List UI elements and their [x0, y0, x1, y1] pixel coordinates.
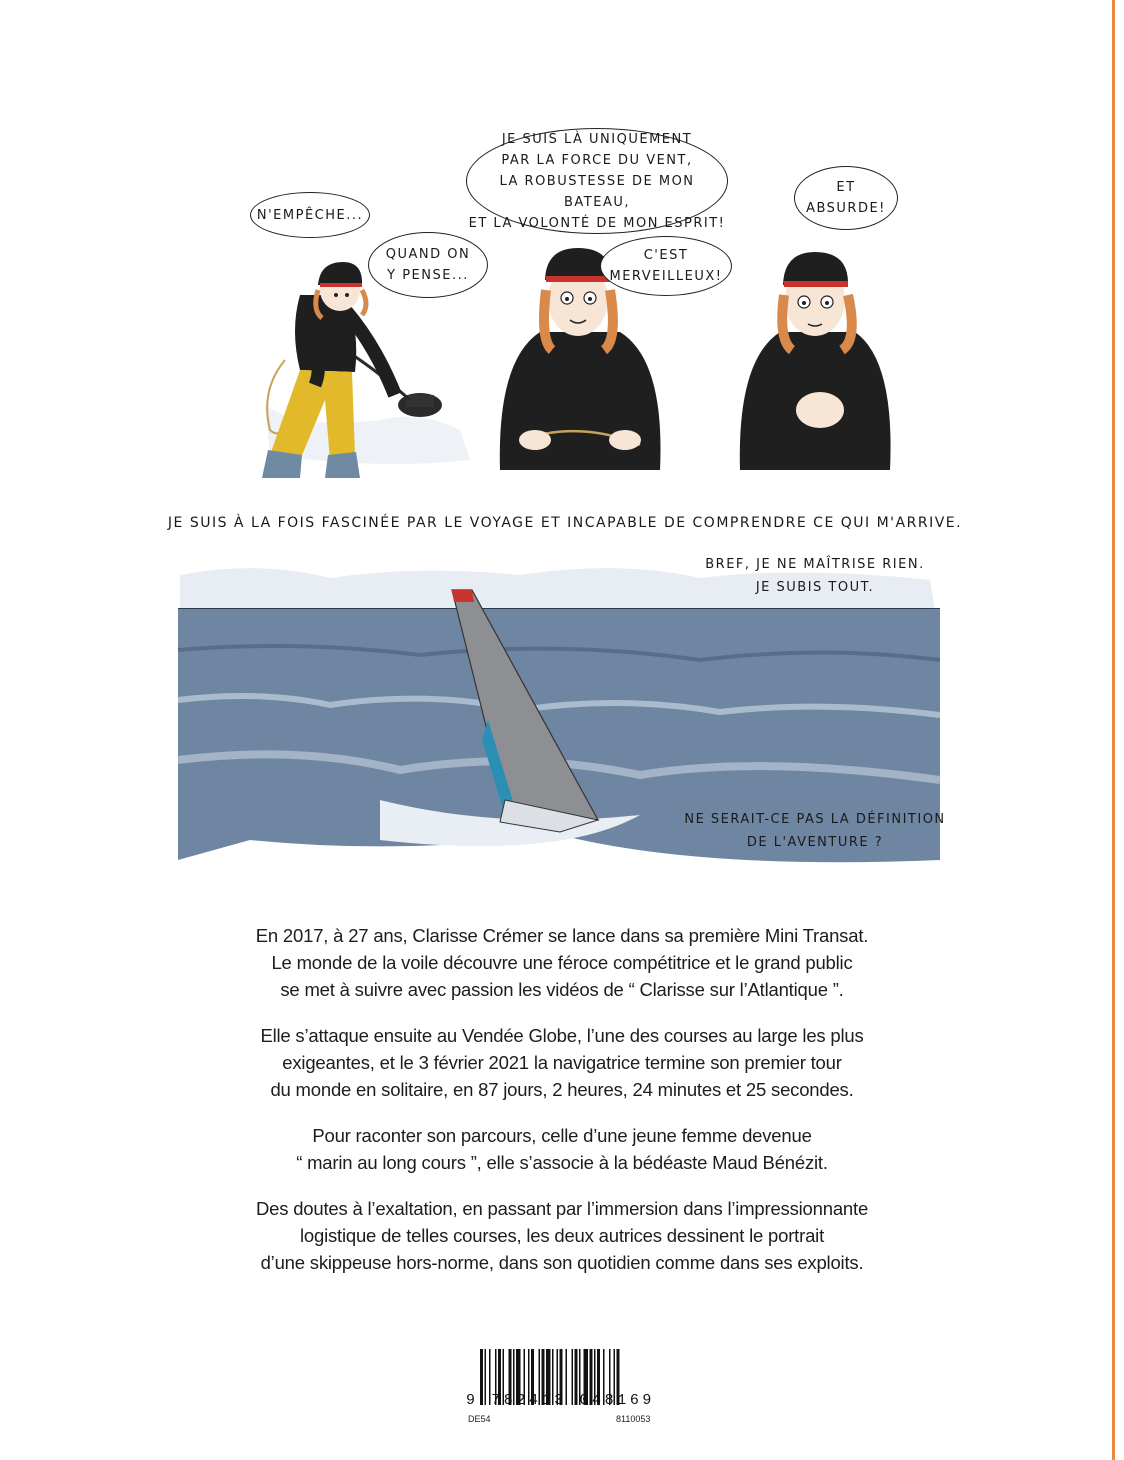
blurb-paragraph: Pour raconter son parcours, celle d’une jeune femme devenue “ marin au long cours ”, elle s’associe à la bédéaste Maud Bénézit. — [296, 1125, 828, 1173]
speech-bubble-absurde: ET ABSURDE! — [794, 166, 898, 230]
isbn-barcode — [466, 1333, 662, 1425]
speech-bubble-nempeche: N'EMPÊCHE... — [250, 192, 370, 238]
blurb-paragraph: En 2017, à 27 ans, Clarisse Crémer se lance dans sa première Mini Transat. Le monde de la voile découvre une féroce compétitrice et le grand public se met à suivre avec passion les vidéos de “ Clarisse sur l’Atlantique ”. — [255, 925, 869, 1000]
caption-bref: BREF, JE NE MAÎTRISE RIEN. JE SUBIS TOUT. — [705, 557, 925, 595]
barcode-right-code: 8110053 — [616, 1414, 651, 1424]
blurb-paragraph: Elle s’attaque ensuite au Vendée Globe, l’une des courses au large les plus exigeantes, et le 3 février 2021 la navigatrice termine son premier tour du monde en solitaire, en 87 jours, 2 heures, 24 minutes et 25 secondes. — [260, 1025, 864, 1100]
isbn-number: 9 782413 048169 — [466, 1392, 656, 1409]
speech-bubble-force-du-vent: JE SUIS LÀ UNIQUEMENT PAR LA FORCE DU VENT, LA ROBUSTESSE DE MON BATEAU, ET LA VOLONTÉ DE MON ESPRIT! — [466, 128, 728, 234]
blurb-paragraph: Des doutes à l’exaltation, en passant par l’immersion dans l’impressionnante logistique de telles courses, les deux autrices dessinent le portrait d’une skippeuse hors-norme, dans son quotidien comme dans ses exploits. — [255, 1198, 869, 1273]
sailor-hands-on-chest-figure — [740, 252, 891, 470]
speech-bubble-quand-on-y-pense: QUAND ON Y PENSE... — [368, 232, 488, 298]
speech-bubble-merveilleux: C'EST MERVEILLEUX! — [600, 236, 732, 296]
caption-fascinee: JE SUIS À LA FOIS FASCINÉE PAR LE VOYAGE ET INCAPABLE DE COMPRENDRE CE QUI M'ARRIVE. — [167, 515, 963, 531]
caption-aventure: NE SERAIT-CE PAS LA DÉFINITION DE L'AVENTURE ? — [684, 812, 946, 850]
barcode-left-code: DE54 — [468, 1414, 491, 1424]
back-cover-blurb — [200, 922, 924, 1295]
